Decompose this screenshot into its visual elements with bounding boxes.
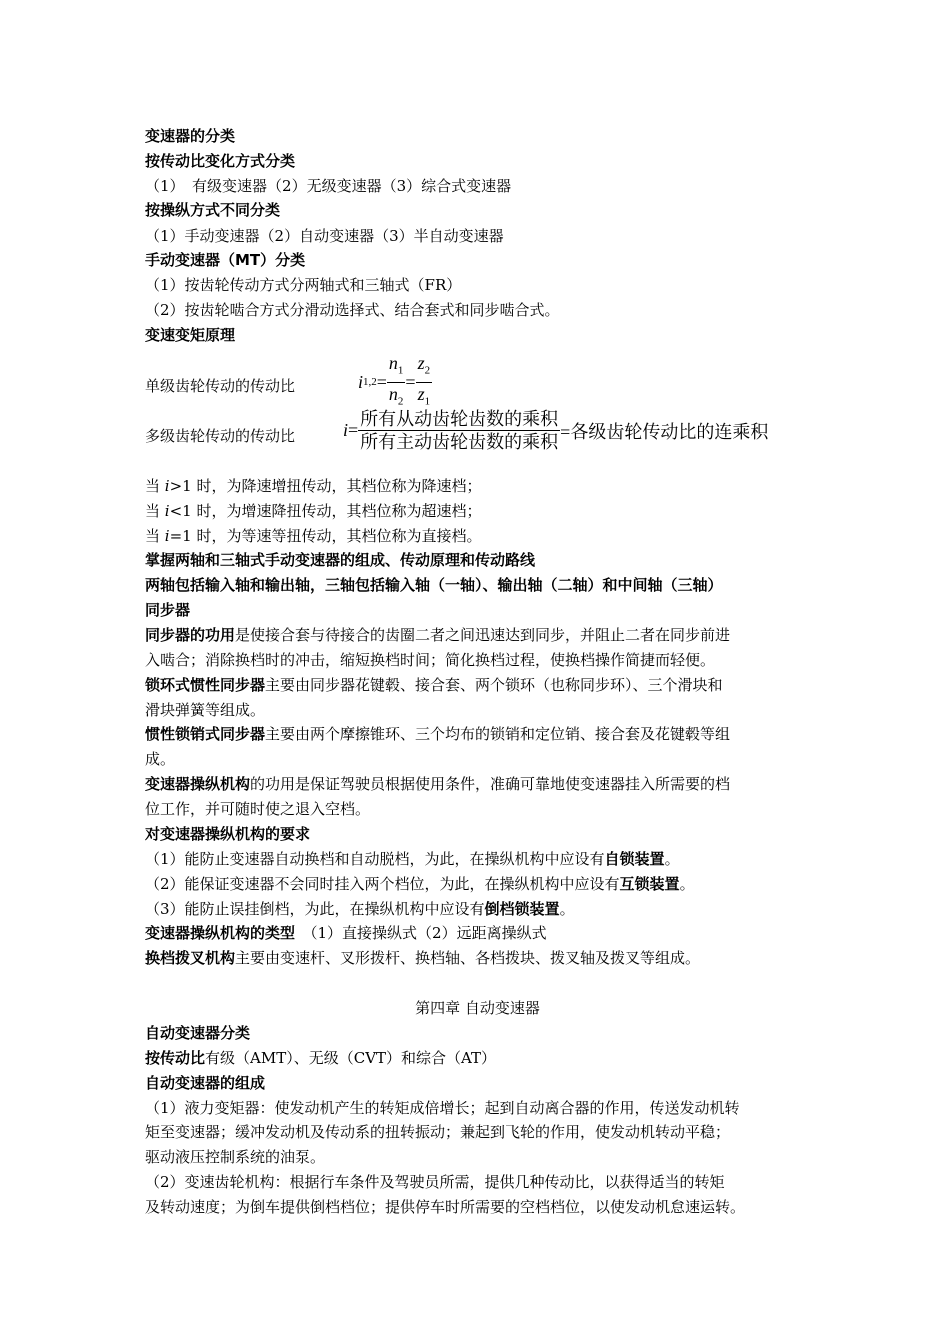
text-line: 入啮合；消除换档时的冲击，缩短换档时间；简化换档过程，使换档操作简捷而轻便。: [145, 651, 716, 669]
heading-at-composition: 自动变速器的组成: [145, 1074, 266, 1092]
heading-synchronizer: 同步器: [145, 601, 191, 619]
text-line: 换档拨叉机构主要由变速杆、叉形拨杆、换档轴、各档拨块、拨叉轴及拨叉等组成。: [145, 949, 701, 967]
heading-by-operation: 按操纵方式不同分类: [145, 201, 281, 219]
heading-manual-transmission: 掌握两轴和三轴式手动变速器的组成、传动原理和传动路线: [145, 551, 536, 569]
text-line: 驱动液压控制系统的油泵。: [145, 1148, 326, 1166]
text-line: 同步器的功用是使接合套与待接合的齿圈二者之间迅速达到同步，并阻止二者在同步前进: [145, 626, 731, 644]
fraction-z: $\frac{z_2}{z_1}$: [417, 353, 431, 408]
text-line: 当 i<1 时，为增速降扭传动，其档位称为超速档；: [145, 502, 482, 520]
text-line: 成。: [145, 750, 176, 768]
text-line: 当 i>1 时，为降速增扭传动，其档位称为降速档；: [145, 477, 482, 495]
text-line: 按传动比有级（AMT）、无级（CVT）和综合（AT）: [145, 1049, 497, 1067]
heading-mt-classification: 手动变速器（MT）分类: [145, 251, 306, 269]
text-line: 当 i=1 时，为等速等扭传动，其档位称为直接档。: [145, 527, 482, 545]
text-line: 及转动速度；为倒车提供倒档档位；提供停车时所需要的空档档位，以使发动机怠速运转。: [145, 1198, 746, 1216]
text-line: （1）能防止变速器自动换档和自动脱档，为此，在操纵机构中应设有自锁装置。: [145, 850, 680, 868]
heading-transmission-classification: 变速器的分类: [145, 127, 236, 145]
text-line: 惯性锁销式同步器主要由两个摩擦锥环、三个均布的锁销和定位销、接合套及花键毂等组: [145, 725, 731, 743]
text-line: 锁环式惯性同步器主要由同步器花键毂、接合套、两个锁环（也称同步环）、三个滑块和: [145, 676, 723, 694]
text-line: 变速器操纵机构的功用是保证驾驶员根据使用条件，准确可靠地使变速器挂入所需要的档: [145, 775, 731, 793]
text-line: （1）液力变矩器：使发动机产生的转矩成倍增长；起到自动离合器的作用，传送发动机转: [145, 1099, 740, 1117]
text-line: （2）按齿轮啮合方式分滑动选择式、结合套式和同步啮合式。: [145, 301, 560, 319]
label-multi-stage-ratio: 多级齿轮传动的传动比: [145, 427, 296, 445]
fraction-gear-teeth: $\frac{\text{所有从动齿轮齿数的乘积}}{\text{所有主动齿轮齿数的乘积}}$: [360, 409, 559, 452]
text-line: （1）手动变速器（2）自动变速器（3）半自动变速器: [145, 227, 504, 245]
fraction-n: $\frac{n_1}{n_2}$: [388, 353, 404, 408]
text-line: 位工作，并可随时使之退入空档。: [145, 800, 371, 818]
chapter-title: 第四章 自动变速器: [415, 999, 540, 1017]
text-line: （3）能防止误挂倒档，为此，在操纵机构中应设有倒档锁装置。: [145, 900, 575, 918]
text-line: 矩至变速器；缓冲发动机及传动系的扭转振动；兼起到飞轮的作用，使发动机转动平稳；: [145, 1123, 731, 1141]
heading-speed-torque-principle: 变速变矩原理: [145, 326, 236, 344]
heading-shafts: 两轴包括输入轴和输出轴，三轴包括输入轴（一轴）、输出轴（二轴）和中间轴（三轴）: [145, 576, 723, 594]
text-line: （2）变速齿轮机构：根据行车条件及驾驶员所需，提供几种传动比，以获得适当的转矩: [145, 1173, 725, 1191]
heading-operation-requirements: 对变速器操纵机构的要求: [145, 825, 311, 843]
formula-multi-stage: i = $\frac{\text{所有从动齿轮齿数的乘积}}{\text{所有主动齿轮齿数的乘积}}$ =各级齿轮传动比的连乘积: [343, 409, 769, 452]
text-line: （1） 有级变速器（2）无级变速器（3）综合式变速器: [145, 177, 512, 195]
formula-single-stage: i 1,2 = $\frac{n_1}{n_2}$ = $\frac{z_2}{z_1}$: [358, 352, 432, 412]
label-single-stage-ratio: 单级齿轮传动的传动比: [145, 377, 296, 395]
text-line: （2）能保证变速器不会同时挂入两个档位，为此，在操纵机构中应设有互锁装置。: [145, 875, 695, 893]
text-line: 变速器操纵机构的类型 （1）直接操纵式（2）远距离操纵式: [145, 924, 547, 942]
heading-at-classification: 自动变速器分类: [145, 1024, 251, 1042]
text-line: 滑块弹簧等组成。: [145, 701, 266, 719]
text-line: （1）按齿轮传动方式分两轴式和三轴式（FR）: [145, 276, 462, 294]
heading-by-ratio-change: 按传动比变化方式分类: [145, 152, 296, 170]
